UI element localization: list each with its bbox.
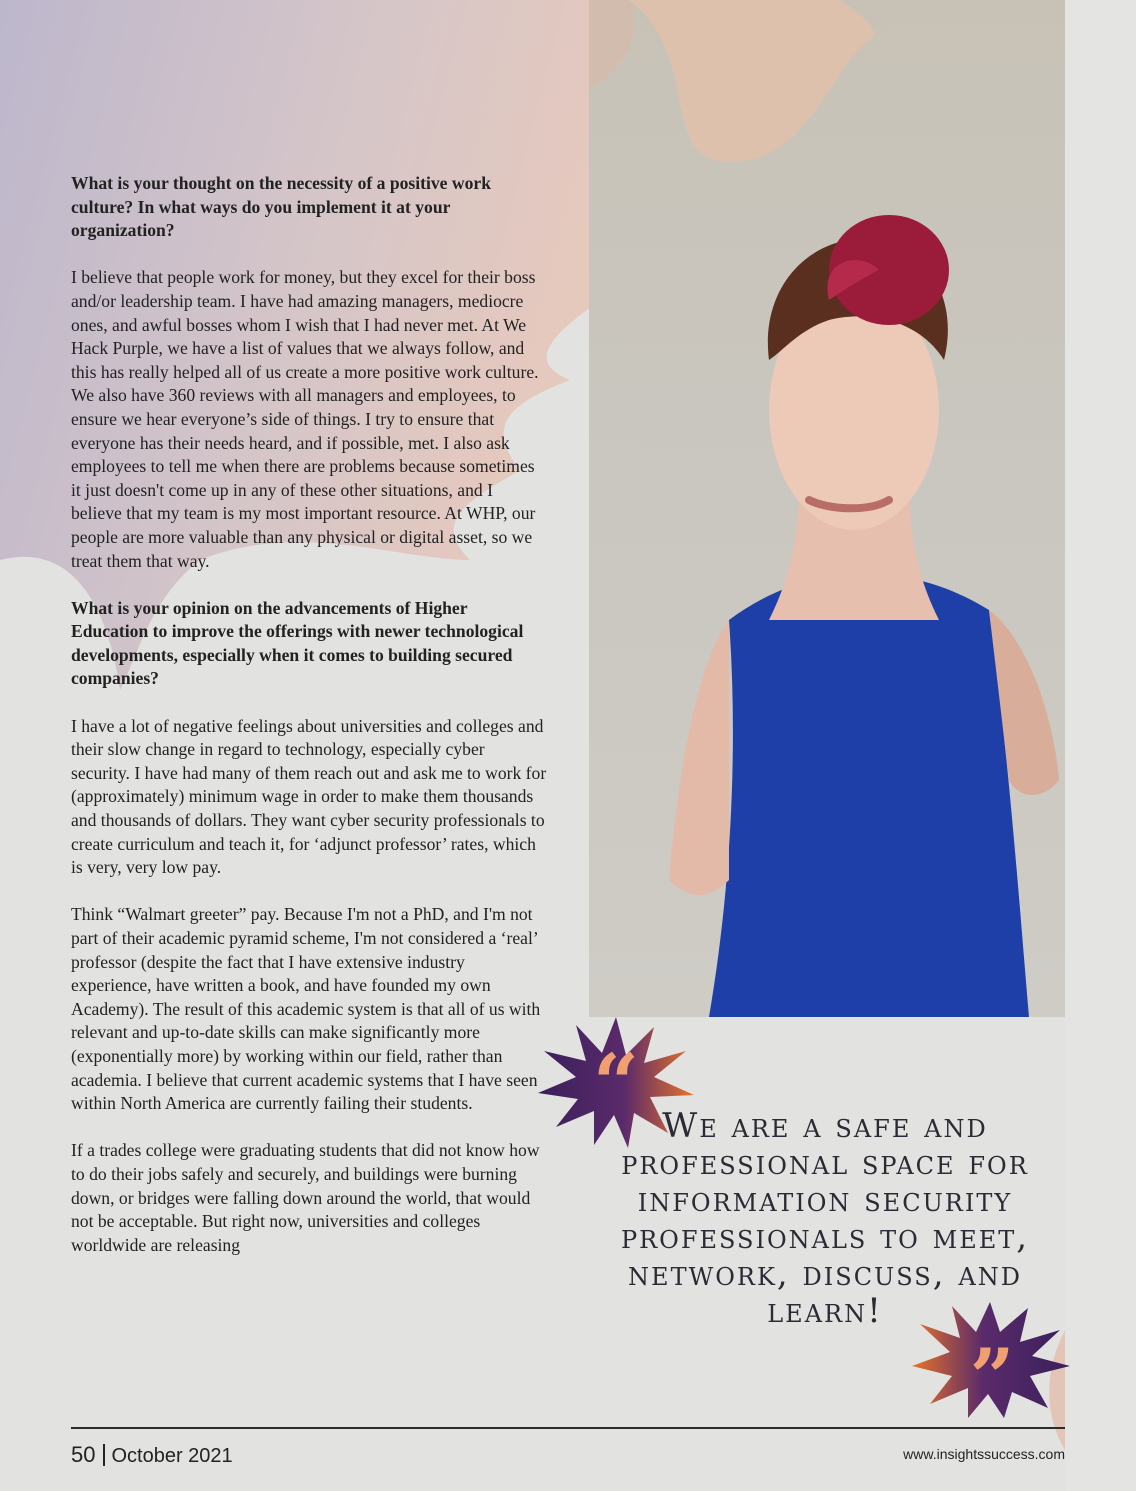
answer-2: I have a lot of negative feelings about universities and colleges and their slow change in regard to technology, especially cyber security. I have had many of them reach out and ask me to work for (approximately) minimum wage in order to make them thousands and thousands of dollars. They want cyber security professionals to create curriculum and teach it, for ‘adjunct professor’ rates, which is very, very low pay. <box>71 715 547 878</box>
article-body <box>71 172 547 1281</box>
portrait-photo <box>589 0 1065 1017</box>
open-quote-mark: “ <box>592 1036 640 1130</box>
page-number: 50 <box>71 1442 96 1467</box>
close-quote-mark: ” <box>969 1332 1015 1420</box>
answer-2-continued: Think “Walmart greeter” pay. Because I'm not a PhD, and I'm not part of their academic pyramid scheme, I'm not considered a ‘real’ professor (despite the fact that I have extensive industry experience, have written a book, and have founded my own Academy). The result of this academic system is that all of us with relevant and up-to-date skills can make significantly more (exponentially more) by working within our field, rather than academia. I believe that current academic systems that I have seen within North America are currently failing their students. <box>71 904 541 1114</box>
answer-1: I believe that people work for money, but they excel for their boss and/or leadership team. I have had amazing managers, mediocre ones, and awful bosses whom I wish that I had never met. At We Hack Purple, we have a list of values that we always follow, and this has really helped all of us create a more positive work culture. We also have 360 reviews with all managers and employees, to ensure we hear everyone’s side of things. I try to ensure that everyone has their needs heard, and if possible, met. I also ask employees to tell me when there are problems because sometimes it just doesn't come up in any of these other situations, and I believe that my team is my most important resource. At WHP, our people are more valuable than any physical or digital asset, so we treat them that way. <box>71 267 539 571</box>
issue-date: October 2021 <box>111 1445 233 1467</box>
right-margin <box>1065 0 1136 1491</box>
website-link[interactable]: www.insightssuccess.com <box>903 1446 1065 1462</box>
question-2: What is your opinion on the advancements of Higher Education to improve the offerings with newer technological developments, especially when it comes to building secured companies? <box>71 597 524 689</box>
footer-divider <box>71 1427 1065 1429</box>
pull-quote: We are a safe and professional space for information security professionals to meet, network, discuss, and learn! <box>620 1106 1030 1331</box>
question-1: What is your thought on the necessity of a positive work culture? In what ways do you implement it at your organization? <box>71 173 491 241</box>
answer-2-continued-2: If a trades college were graduating students that did not know how to do their jobs safely and securely, and buildings were burning down, or bridges were falling down around the world, that would not be acceptable. But right now, universities and colleges worldwide are releasing <box>71 1140 540 1255</box>
footer-separator <box>103 1444 105 1466</box>
footer-issue <box>71 1442 233 1468</box>
